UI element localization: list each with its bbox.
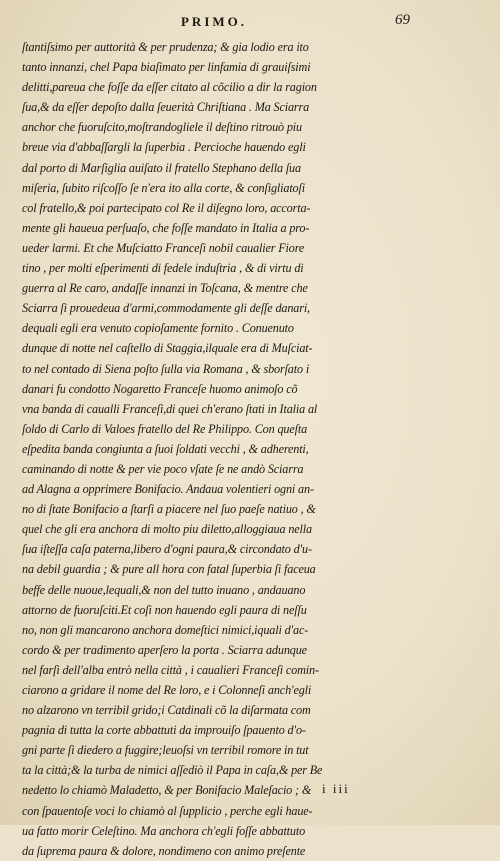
text-line: eſpedita banda congiunta a ſuoi ſoldati vecchi , & adherenti, <box>22 441 309 456</box>
text-line: ua fatto morir Celeſtino. Ma anchora ch'egli foſſe abbattuto <box>22 823 306 838</box>
text-line: da ſuprema paura & dolore, nondimeno con animo preſente <box>22 843 306 858</box>
text-line: Sciarra ſi prouedeua d'armi,commodamente gli deſſe danari, <box>22 301 310 316</box>
text-line: ſua,& da eſſer depoſto dalla ſeuerità Chriſtiana . Ma Sciarra <box>22 100 310 115</box>
text-line: no di ſtate Bonifacio a ſtarſi a piacere nel ſuo paeſe natiuo , & <box>22 502 316 517</box>
text-line: danari fu condotto Nogaretto Franceſe huomo animoſo cõ <box>22 381 298 396</box>
text-line: anchor che fuoruſcito,moſtrandogliele il deſtino ritrouò piu <box>22 120 302 135</box>
text-line: to nel contado di Siena poſto ſulla via Romana , & sborſato i <box>22 361 310 376</box>
text-line: mente gli haueua perſuaſo, che foſſe mandato in Italia a pro- <box>22 220 310 235</box>
text-line: dunque di notte nel caſtello di Staggia,ilquale era di Muſciat- <box>22 341 313 356</box>
text-line: pagnia di tutta la corte abbattuti da improuiſo ſpauento d'o- <box>22 723 306 738</box>
text-line: ueder larmi. Et che Muſciatto Franceſi nobil caualier Fiore <box>22 240 305 255</box>
text-line: miſeria, ſubito riſcoſſo ſe n'era ito alla corte, & conſigliatoſi <box>22 180 305 195</box>
text-line: ſoldo di Carlo di Valoes fratello del Re Philippo. Con queſta <box>22 421 308 436</box>
text-line: quel che gli era anchora di molto piu diletto,alloggiaua nella <box>22 522 312 537</box>
signature-mark: i iii <box>322 781 350 796</box>
text-line: cordo & per tradimento aperſero la porta . Sciarra adunque <box>22 642 307 657</box>
text-line: vna banda di caualli Franceſi,di quei ch'erano ſtati in Italia al <box>22 401 318 416</box>
text-line: nel farſi dell'alba entrò nella città , i caualieri Franceſi comin- <box>22 662 319 677</box>
text-line: ciarono a gridare il nome del Re loro, e i Colonneſi anch'egli <box>22 683 312 697</box>
text-line: tanto innanzi, chel Papa biaſimato per linfamia di grauiſsimi <box>22 60 311 75</box>
text-line: delitti,pareua che foſſe da eſſer citato al cõcilio a dir la ragion <box>22 80 317 95</box>
text-line: nedetto lo chiamò Maladetto, & per Bonifacio Maleſacio ; & <box>22 783 312 798</box>
text-line: no alzarono vn terribil grido;i Catdinali cõ la diſarmata com <box>22 703 311 718</box>
text-line: caminando di notte & per vie poco vſate ſe ne andò Sciarra <box>22 461 304 476</box>
text-line: dequali egli era venuto copioſamente fornito . Conuenuto <box>22 321 294 336</box>
page-header <box>18 12 410 34</box>
text-line: dal porto di Marſiglia auiſato il fratello Stephano della ſua <box>22 160 301 175</box>
text-line: col fratello,& poi partecipato col Re il diſegno loro, accorta- <box>22 200 311 215</box>
text-line: breue via d'abbaſſargli la ſuperbia . Percioche hauendo egli <box>22 140 306 155</box>
text-line: ſtantiſsimo per auttorità & per prudenza; & gia lodio era ito <box>22 40 309 54</box>
text-line: tino , per molti eſperimenti di fedele induſtria , & di virtu di <box>22 261 304 276</box>
text-line: ad Alagna a opprimere Bonifacio. Andaua volentieri ogni an- <box>22 482 314 497</box>
body-text <box>22 37 412 861</box>
text-line: attorno de fuoruſciti.Et coſi non hauendo egli paura di neſſu <box>22 602 307 617</box>
text-line: con ſpauentoſe voci lo chiamò al ſupplicio , perche egli haue- <box>22 803 313 818</box>
text-line: na debil guardia ; & pure all hora con fatal ſuperbia ſi faceua <box>22 562 316 577</box>
text-line: ta la città;& la turba de nimici aſſediò il Papa in caſa,& per Be <box>22 763 323 778</box>
text-line: beffe delle nuoue,lequali,& non del tutto inuano , andauano <box>22 582 306 597</box>
text-line: guerra al Re caro, andaſſe innanzi in Toſcana, & mentre che <box>22 281 308 296</box>
running-head: PRIMO. <box>180 14 248 29</box>
page-number: 69 <box>395 12 410 28</box>
text-line: ſua iſteſſa caſa paterna,libero d'ogni paura,& circondato d'u- <box>22 542 312 557</box>
text-line: no, non gli mancarono anchora domeſtici nimici,iquali d'ac- <box>22 622 309 637</box>
text-line: gni parte ſi diedero a fuggire;leuoſsi vn terribil romore in tut <box>22 743 309 758</box>
